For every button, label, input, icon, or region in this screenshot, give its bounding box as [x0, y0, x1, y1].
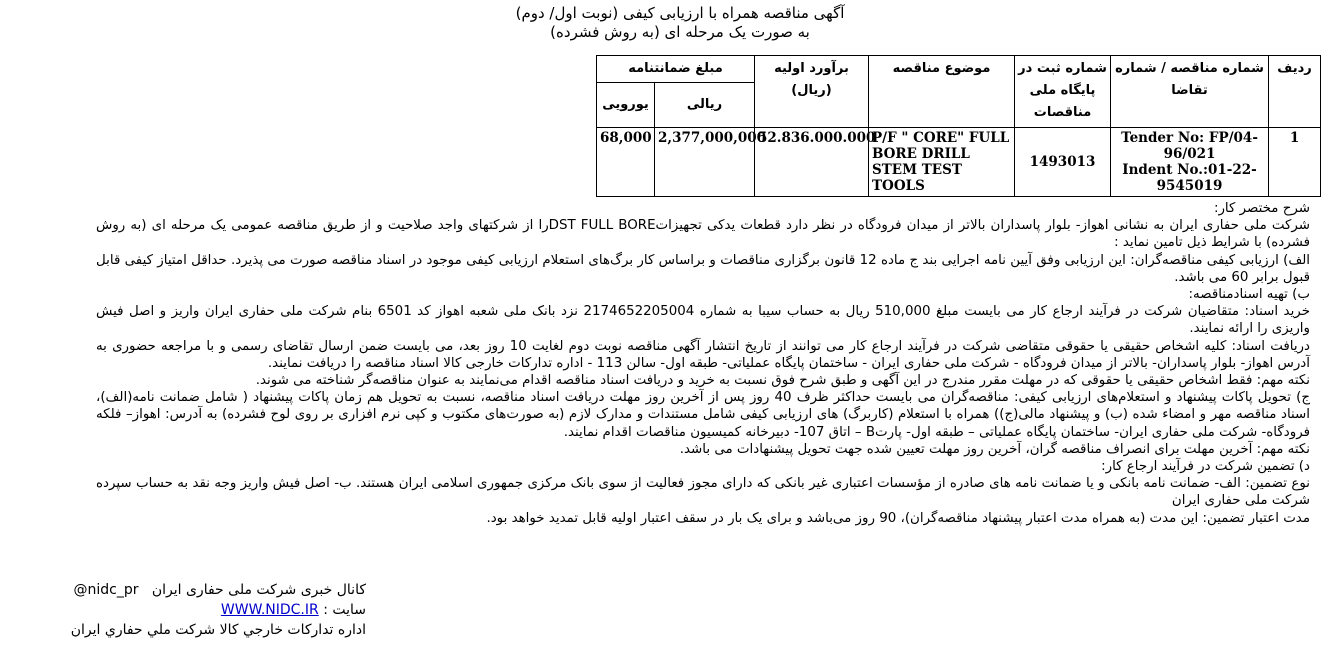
indent-no: Indent No.:01-22-9545019 — [1122, 162, 1257, 194]
title-line-1: آگهی مناقصه همراه با ارزیابی کیفی (نوبت اول/ دوم) — [515, 4, 845, 22]
header-row-number: ردیف — [1269, 56, 1321, 128]
header-subject: موضوع مناقصه — [869, 56, 1015, 128]
header-guarantee: مبلغ ضمانتنامه — [597, 56, 755, 83]
website — [6, 600, 366, 620]
website-label: سایت : — [323, 602, 366, 618]
table-header-row — [597, 56, 1321, 83]
section-d-heading: د) تضمین شرکت در فرآیند ارجاع کار: — [1101, 459, 1310, 475]
cell-tender-number — [1111, 128, 1269, 197]
receive-documents: دریافت اسناد: کلیه اشخاص حقیقی یا حقوقی متقاضی شرکت در فرآیند ارجاع کار می توانند از تاریخ انتشار آگهی مناقصه نوبت دوم لغایت 10 روز بعد، می بایست ضمن ارسال تقاضای رسمی و با مراجعه حضوری به آدرس اهواز- بلوار پاسداران- بالاتر از میدان فرودگاه - شرکت ملی حفاری ایران - ساختمان پایگاه عملیاتی- طبقه اول- سالن 113 - اداره تدارکات خارجی کالا اسناد مناقصه را دریافت نمایند. — [96, 338, 1310, 371]
cell-estimate: 52.836.000.000 — [755, 128, 869, 197]
notice-body — [96, 200, 1310, 527]
header-tender-number: شماره مناقصه / شماره تقاضا — [1111, 56, 1269, 128]
section-c-submission: ج) تحویل پاکات پیشنهاد و استعلام‌های ارزیابی کیفی: مناقصه‌گران می بایست حداکثر ظرف 40 روز پس از آخرین روز مهلت دریافت اسناد مناقصه، نسبت به تحویل هم زمان پاکات پیشنهاد ( شامل ضمانت نامه(الف)، اسناد مناقصه مهر و امضاء شده (ب) و پیشنهاد مالی(ج)) همراه با استعلام (کاربرگ) های ارزیابی کیفی شامل مستندات و مدارک لازم (به صورت‌های مکتوب و کپی نرم افزاری بر روی لوح فشرده) به آدرس: اهواز– فلکه فرودگاه- شرکت ملی حفاری ایران- ساختمان پایگاه عملیاتی – طبقه اول- پارتB – اتاق 107- دبیرخانه کمیسیون مناقصات اقدام نمایند. — [96, 390, 1310, 440]
cell-guarantee-euro: 68,000 — [597, 128, 655, 197]
tender-no: Tender No: FP/04-96/021 — [1121, 130, 1258, 162]
header-estimate-unit: (ریال) — [791, 83, 832, 98]
important-note-2: نکته مهم: آخرین مهلت برای انصراف مناقصه گران، آخرین روز مهلت تعیین شده جهت تحویل پیشنهادات می باشد. — [679, 441, 1310, 457]
department-name: اداره تدارکات خارجي كالا شركت ملي حفاري ايران — [70, 622, 366, 638]
header-registration: شماره ثبت در پایگاه ملی مناقصات — [1015, 56, 1111, 128]
header-guarantee-rial: ریالی — [655, 83, 755, 128]
tender-table — [596, 55, 1321, 197]
work-summary-heading: شرح مختصر کار: — [1213, 201, 1310, 216]
work-summary-text: شرکت ملی حفاری ایران به نشانی اهواز- بلوار پاسداران بالاتر از میدان فرودگاه در نظر دارد قطعات یدکی تجهیزاتDST FULL BOREرا از شرکتهای واجد صلاحیت و از طریق مناقصه عمومی یک مرحله ای (به روش فشرده) با شرایط ذیل تامین نماید : — [96, 218, 1310, 251]
guarantee-type: نوع تضمین: الف- ضمانت نامه بانکی و یا ضمانت نامه های صادره از مؤسسات اعتباری غیر بانکی که دارای مجوز فعالیت از سوی بانک مرکزی جمهوری اسلامی ایران هستند. ب- اصل فیش واریز وجه نقد به حساب سپرده شرکت ملی حفاری ایران — [96, 476, 1310, 509]
cell-registration: 1493013 — [1015, 128, 1111, 197]
cell-row-number: 1 — [1269, 128, 1321, 197]
header-estimate — [755, 56, 869, 128]
guarantee-validity: مدت اعتبار تضمین: این مدت (به همراه مدت اعتبار پیشنهاد مناقصه‌گران)، 90 روز می‌باشد و برای یک بار در سقف اعتبار اولیه قابل تمدید خواهد بود. — [486, 510, 1310, 526]
table-row — [597, 128, 1321, 197]
section-a-quality: الف) ارزیابی کیفی مناقصه‌گران: این ارزیابی وفق آیین نامه اجرایی بند ج ماده 12 قانون برگزاری مناقصات و براساس کار برگ‌های استعلام ارزیابی کیفی موجود در اسناد مناقصه صورت می پذیرد. حداقل امتیاز کیفی قابل قبول برابر 60 می باشد. — [96, 252, 1310, 285]
cell-subject: P/F " CORE" FULL BORE DRILL STEM TEST TOOLS — [869, 128, 1015, 197]
news-channel-label: کانال خبری شرکت ملی حفاری ایران — [151, 582, 366, 598]
news-channel — [6, 580, 366, 600]
notice-footer — [6, 580, 366, 640]
purchase-documents: خرید اسناد: متقاضیان شرکت در فرآیند ارجاع کار می بایست مبلغ 510,000 ریال به حساب سیبا به شماره 2174652205004 نزد بانک ملی شعبه اهواز کد 6501 بنام شرکت ملی حفاری ایران واریز و اصل فیش واریزی را ارائه نمایند. — [96, 304, 1310, 337]
news-channel-handle[interactable]: @nidc_pr — [73, 582, 139, 598]
important-note-1: نکته مهم: فقط اشخاص حقیقی یا حقوقی که در مهلت مقرر مندرج در این آگهی و طبق شرح فوق نسبت به خرید و دریافت اسناد مناقصه اقدام می‌نمایند به عنوان مناقصه‌گر شناخته می شوند. — [255, 373, 1310, 389]
header-estimate-label: برآورد اولیه — [774, 61, 849, 76]
cell-guarantee-rial: 2,377,000,000 — [655, 128, 755, 197]
title-line-2: به صورت یک مرحله ای (به روش فشرده) — [550, 23, 810, 41]
website-link[interactable]: WWW.NIDC.IR — [220, 602, 319, 618]
notice-title — [480, 4, 880, 42]
header-guarantee-euro: یورویی — [597, 83, 655, 128]
section-b-heading: ب) تهیه اسنادمناقصه: — [1188, 287, 1310, 303]
